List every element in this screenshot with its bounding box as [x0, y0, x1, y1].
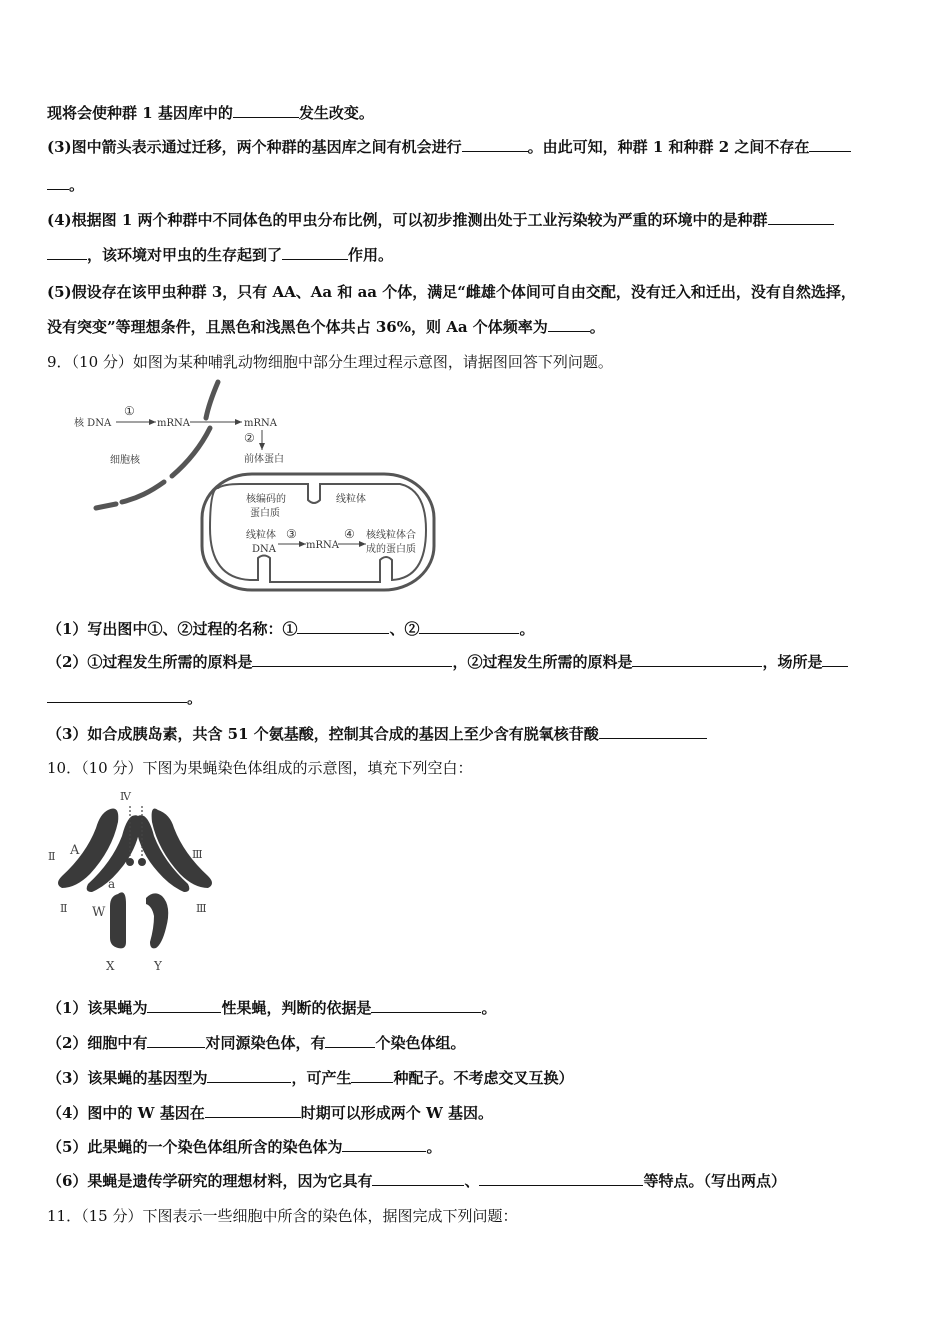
label-iv: Ⅳ: [120, 790, 131, 803]
q10-text: 时期可以形成两个 W 基因。: [300, 1104, 494, 1122]
label-ii: Ⅱ: [48, 850, 56, 863]
answer-blank[interactable]: [479, 1171, 643, 1186]
answer-blank[interactable]: [325, 1033, 375, 1048]
answer-blank[interactable]: [205, 1103, 301, 1118]
label-allele-a: a: [108, 877, 116, 891]
q10-text: ，可产生: [291, 1069, 352, 1087]
q10-text: 性果蝇，判断的依据是: [221, 999, 372, 1017]
answer-blank[interactable]: [809, 137, 851, 152]
answer-blank[interactable]: [147, 1033, 205, 1048]
answer-blank[interactable]: [207, 1068, 291, 1083]
answer-blank[interactable]: [342, 1137, 426, 1152]
mrna3-label: mRNA: [306, 540, 339, 551]
q8-text: ，该环境对甲虫的生存起到了: [87, 246, 283, 264]
q8-p4-cont: [47, 245, 393, 265]
q8-p3: [47, 137, 851, 157]
q10-text: 等特点。（写出两点）: [643, 1172, 786, 1190]
answer-blank[interactable]: [47, 175, 69, 190]
nuclear-encoded-label: 蛋白质: [250, 508, 280, 519]
q10-text: （2）细胞中有: [47, 1034, 148, 1052]
q9-text: 。: [519, 620, 535, 638]
answer-blank[interactable]: [548, 317, 590, 332]
q10-text: （1）该果蝇为: [47, 999, 148, 1017]
label-gene-W: W: [92, 905, 106, 920]
q10-text: 。: [426, 1138, 442, 1156]
mrna2-label: mRNA: [244, 418, 277, 429]
nucleus-label: 细胞核: [110, 455, 140, 466]
q10-s2: [47, 1033, 465, 1053]
q10-text: （4）图中的 W 基因在: [47, 1104, 205, 1122]
answer-blank[interactable]: [768, 210, 834, 225]
q9-s3: [47, 724, 707, 744]
q10-text: 。: [481, 999, 497, 1017]
answer-blank[interactable]: [297, 619, 389, 634]
answer-blank[interactable]: [599, 724, 707, 739]
nuclear-envelope-segment: [96, 504, 116, 508]
answer-blank[interactable]: [462, 137, 528, 152]
answer-blank[interactable]: [147, 998, 221, 1013]
answer-blank[interactable]: [372, 1171, 464, 1186]
mito-dna-label: 线粒体: [246, 530, 276, 541]
q10-text: 对同源染色体，有: [205, 1034, 326, 1052]
q10-chromosome-figure: [46, 788, 226, 978]
answer-blank[interactable]: [252, 652, 452, 667]
nuclear-envelope-segment: [122, 482, 164, 502]
step2-label: ②: [244, 431, 255, 445]
answer-blank[interactable]: [371, 998, 481, 1013]
precursor-label: 前体蛋白: [244, 454, 284, 465]
q11-title: 11．（15 分）下图表示一些细胞中所含的染色体，据图完成下列问题：: [47, 1207, 518, 1225]
q9-text: （3）如合成胰岛素，共含 51 个氨基酸，控制其合成的基因上至少含有脱氧核苷酸: [47, 725, 599, 743]
answer-blank[interactable]: [632, 652, 762, 667]
q10-text: 种配子。不考虑交叉互换）: [393, 1069, 574, 1087]
q8-text: 作用。: [348, 246, 394, 264]
q10-title: 10．（10 分）下图为果蝇染色体组成的示意图，填充下列空白：: [47, 759, 473, 777]
step1-label: ①: [124, 404, 135, 418]
answer-blank[interactable]: [419, 619, 519, 634]
label-x: X: [106, 959, 115, 973]
q8-text: 现将会使种群 1 基因库中的: [47, 104, 233, 122]
nuclear-dna-label: 核 DNA: [74, 418, 112, 429]
q8-text: (5)假设存在该甲虫种群 3，只有 AA、Aa 和 aa 个体，满足“雌雄个体间可自由交配，没有迁入和迁出，没有自然选择，: [47, 283, 856, 301]
q8-p4: [47, 210, 834, 230]
step3-label: ③: [286, 527, 297, 541]
q10-s4: [47, 1103, 493, 1123]
answer-blank[interactable]: [822, 652, 848, 667]
q9-text: （1）写出图中①、②过程的名称：①: [47, 620, 298, 638]
nuclear-envelope-segment: [172, 428, 210, 476]
q8-text: 发生改变。: [298, 104, 374, 122]
answer-blank[interactable]: [351, 1068, 393, 1083]
q10-s6: [47, 1171, 786, 1191]
q9-text: 。: [187, 689, 203, 707]
q8-line1: [47, 103, 374, 123]
nuclear-encoded-label: 核编码的: [246, 494, 286, 505]
mito-protein-label: 核线粒体合: [366, 530, 416, 541]
label-ii: Ⅱ: [60, 902, 68, 915]
q10-s3: [47, 1068, 573, 1088]
mito-dna-label: DNA: [252, 544, 276, 555]
mito-protein-label: 成的蛋白质: [366, 544, 416, 555]
q8-text: 。: [69, 176, 85, 194]
q8-p5-cont: [47, 317, 605, 337]
nuclear-envelope-segment: [206, 382, 218, 418]
q9-title: 9．（10 分）如图为某种哺乳动物细胞中部分生理过程示意图，请据图回答下列问题。: [47, 353, 613, 371]
q10-s1: [47, 998, 496, 1018]
q10-text: （5）此果蝇的一个染色体组所含的染色体为: [47, 1138, 343, 1156]
q9-text: ，②过程发生所需的原料是: [452, 653, 633, 671]
answer-blank[interactable]: [233, 103, 299, 118]
answer-blank[interactable]: [47, 688, 187, 703]
mrna1-label: mRNA: [157, 418, 190, 429]
q10-s5: [47, 1137, 441, 1157]
q9-text: ，场所是: [762, 653, 823, 671]
chromosome-iv-dot: [126, 858, 134, 866]
q9-s1: [47, 619, 534, 639]
q9-s2-cont: [47, 688, 202, 708]
q10-text: 、: [464, 1172, 480, 1190]
q8-text: (3)图中箭头表示通过迁移，两个种群的基因库之间有机会进行: [47, 138, 462, 156]
mito-label: 线粒体: [336, 494, 366, 505]
q9-text: （2）①过程发生所需的原料是: [47, 653, 253, 671]
q9-text: 、②: [389, 620, 420, 638]
q10-text: （6）果蝇是遗传学研究的理想材料，因为它具有: [47, 1172, 373, 1190]
q8-text: 。: [589, 318, 605, 336]
q8-text: 没有突变”等理想条件，且黑色和浅黑色个体共占 36%，则 Aa 个体频率为: [47, 318, 548, 336]
q9-s2: [47, 652, 848, 672]
answer-blank[interactable]: [47, 245, 87, 260]
q8-p3-cont: [47, 175, 84, 195]
label-iii: Ⅲ: [192, 848, 203, 861]
chromosome-x: [110, 892, 126, 948]
label-allele-A: A: [70, 843, 80, 858]
chromosome-y: [146, 893, 168, 948]
label-iii: Ⅲ: [196, 902, 207, 915]
step4-label: ④: [344, 527, 355, 541]
label-y: Y: [154, 959, 162, 973]
q8-p5: [47, 282, 856, 302]
q8-text: 。由此可知，种群 1 和种群 2 之间不存在: [527, 138, 810, 156]
chromosome-iv-dot: [138, 858, 146, 866]
q10-text: 个染色体组。: [375, 1034, 466, 1052]
answer-blank[interactable]: [282, 245, 348, 260]
q8-text: (4)根据图 1 两个种群中不同体色的甲虫分布比例，可以初步推测出处于工业污染较为严重的环境中的是种群: [47, 211, 768, 229]
q9-diagram: [60, 378, 460, 598]
chromosome-iii-right-outer: [152, 809, 212, 889]
q10-text: （3）该果蝇的基因型为: [47, 1069, 208, 1087]
